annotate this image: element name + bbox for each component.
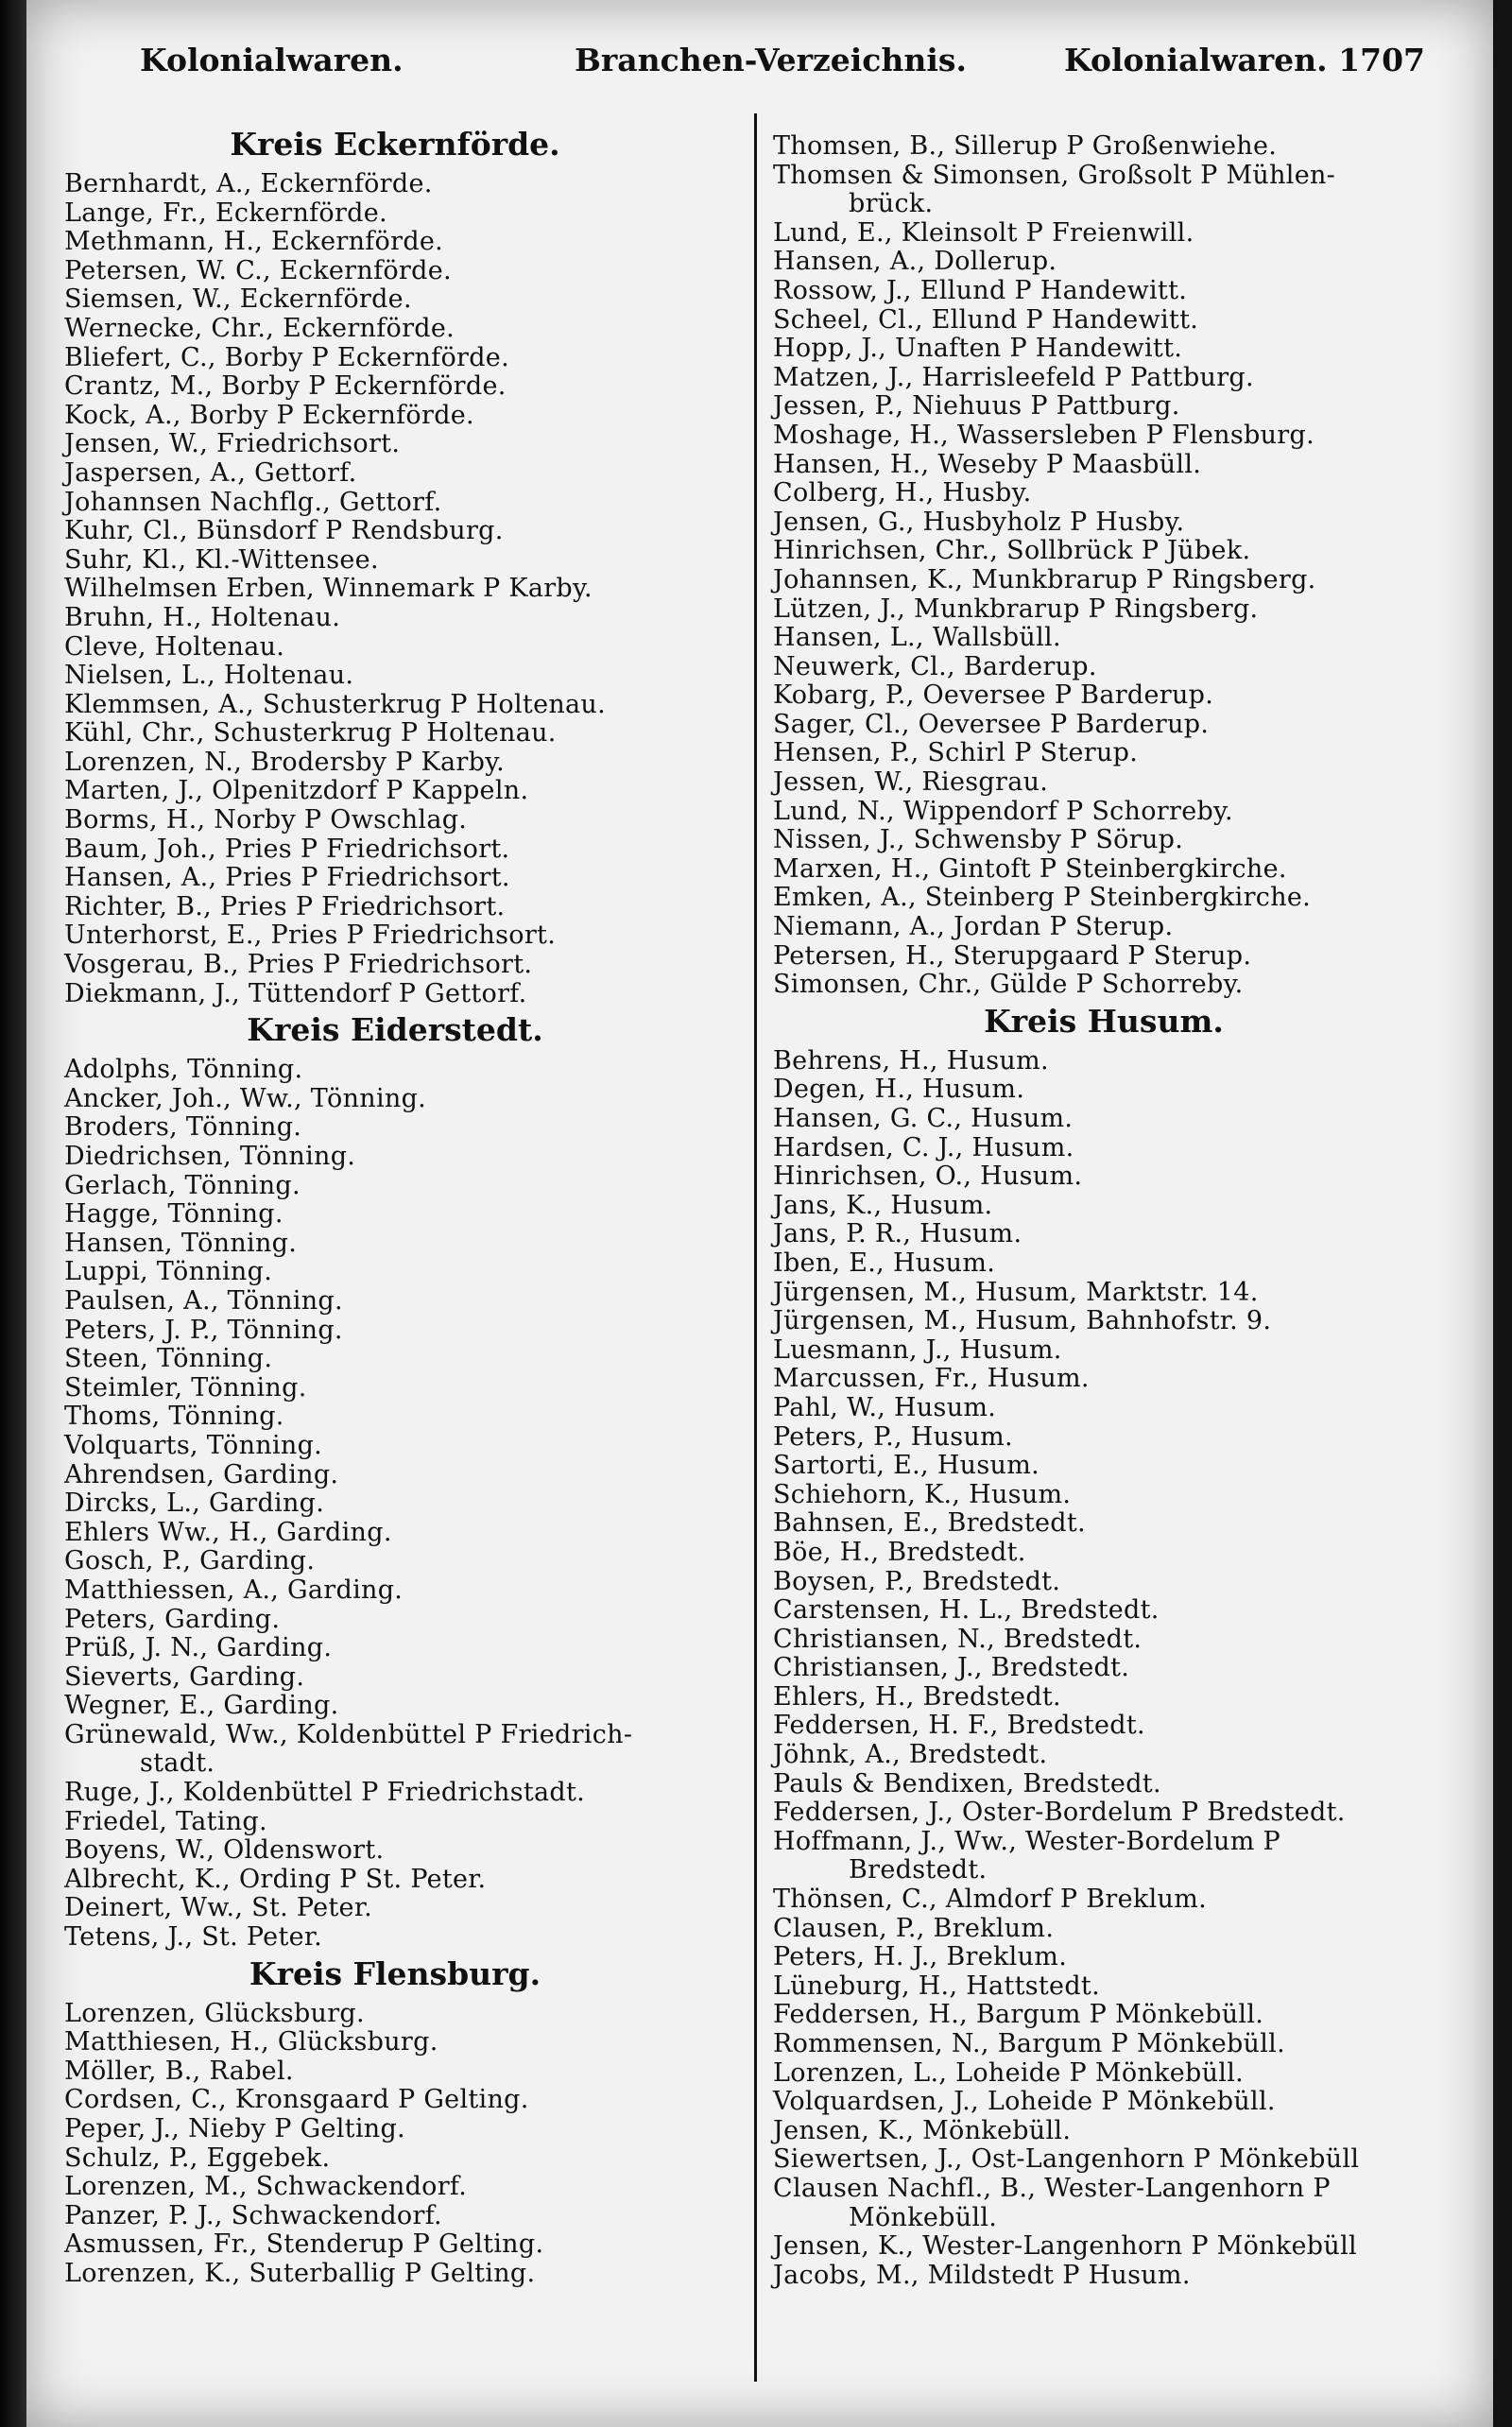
directory-entry: Möller, B., Rabel. (64, 2056, 294, 2086)
scan-edge (0, 0, 26, 2427)
directory-entry: Steen, Tönning. (64, 1344, 273, 1374)
directory-entry: Friedel, Tating. (64, 1806, 267, 1836)
directory-entry: Lund, N., Wippendorf P Schorreby. (773, 796, 1233, 826)
entry-text: Clausen Nachfl., B., Wester-Langenhorn P (773, 2173, 1331, 2203)
directory-entry: Lorenzen, Glücksburg. (64, 1998, 365, 2028)
directory-entry: Lorenzen, N., Brodersby P Karby. (64, 747, 506, 777)
section-title: Kreis Eiderstedt. (247, 1011, 543, 1049)
right-column (773, 123, 1435, 2290)
page-header (140, 42, 1425, 93)
directory-entry: Hansen, Tönning. (64, 1228, 298, 1258)
directory-entry: Carstensen, H. L., Bredstedt. (773, 1595, 1160, 1626)
directory-entry: Hardsen, C. J., Husum. (773, 1132, 1074, 1162)
directory-entry: Unterhorst, E., Pries P Friedrichsort. (64, 921, 557, 951)
directory-entry: Bahnsen, E., Bredstedt. (773, 1508, 1086, 1539)
directory-entry: Kühl, Chr., Schusterkrug P Holtenau. (64, 718, 557, 749)
directory-entry: Borms, H., Norby P Owschlag. (64, 805, 468, 835)
directory-entry: Hansen, H., Weseby P Maasbüll. (773, 449, 1202, 479)
entry-continuation: Bredstedt. (849, 1855, 988, 1885)
directory-entry: Matthiesen, H., Glücksburg. (64, 2027, 438, 2057)
directory-entry: Neuwerk, Cl., Barderup. (773, 651, 1097, 681)
section-title: Kreis Eckernförde. (230, 126, 560, 163)
directory-entry: Lange, Fr., Eckernförde. (64, 198, 387, 228)
directory-entry: Crantz, M., Borby P Eckernförde. (64, 371, 507, 402)
directory-entry: Peters, H. J., Breklum. (773, 1942, 1068, 1972)
directory-entry: Peters, Garding. (64, 1604, 281, 1634)
entry-text: Hoffmann, J., Ww., Wester-Bordelum P (773, 1826, 1280, 1856)
directory-entry: Gerlach, Tönning. (64, 1170, 301, 1200)
directory-entry: Johannsen Nachflg., Gettorf. (64, 487, 442, 517)
directory-entry: Sieverts, Garding. (64, 1661, 305, 1692)
directory-entry: Petersen, W. C., Eckernförde. (64, 255, 452, 285)
directory-entry: Simonsen, Chr., Gülde P Schorreby. (773, 970, 1244, 1000)
directory-entry: Hansen, A., Dollerup. (773, 247, 1057, 277)
directory-entry: Siemsen, W., Eckernförde. (64, 284, 412, 315)
directory-entry: Gosch, P., Garding. (64, 1546, 316, 1576)
directory-entry: Nissen, J., Schwensby P Sörup. (773, 825, 1184, 855)
directory-entry: Steimler, Tönning. (64, 1372, 307, 1403)
directory-entry: Prüß, J. N., Garding. (64, 1633, 333, 1663)
directory-entry: Marxen, H., Gintoft P Steinbergkirche. (773, 853, 1287, 884)
directory-entry: Thönsen, C., Almdorf P Breklum. (773, 1885, 1207, 1915)
directory-entry: Hagge, Tönning. (64, 1199, 284, 1230)
entry-continuation: Mönkebüll. (849, 2202, 998, 2232)
section-title: Kreis Flensburg. (249, 1954, 541, 1992)
directory-entry: Jürgensen, M., Husum, Marktstr. 14. (773, 1277, 1259, 1307)
directory-entry: Volquardsen, J., Loheide P Mönkebüll. (773, 2087, 1276, 2117)
directory-entry: Feddersen, H., Bargum P Mönkebüll. (773, 2000, 1264, 2030)
directory-entry: Pahl, W., Husum. (773, 1392, 997, 1422)
directory-entry: Bliefert, C., Borby P Eckernförde. (64, 342, 509, 372)
directory-entry: Methmann, H., Eckernförde. (64, 227, 444, 257)
directory-entry: Böe, H., Bredstedt. (773, 1537, 1026, 1567)
directory-entry: Peters, J. P., Tönning. (64, 1315, 343, 1345)
directory-entry: Tetens, J., St. Peter. (64, 1922, 323, 1953)
directory-entry: Diekmann, J., Tüttendorf P Gettorf. (64, 978, 527, 1008)
directory-entry: Dircks, L., Garding. (64, 1489, 325, 1519)
directory-entry: Christiansen, J., Bredstedt. (773, 1653, 1130, 1683)
directory-entry: Luesmann, J., Husum. (773, 1334, 1062, 1365)
directory-entry: Feddersen, J., Oster-Bordelum P Bredstedt. (773, 1798, 1346, 1828)
directory-entry: Peters, P., Husum. (773, 1421, 1013, 1452)
directory-entry: Feddersen, H. F., Bredstedt. (773, 1711, 1145, 1741)
header-center: Branchen-Verzeichnis. (575, 42, 967, 78)
directory-entry (773, 1828, 1435, 1885)
directory-entry: Albrecht, K., Ording P St. Peter. (64, 1864, 487, 1894)
directory-entry: Jessen, P., Niehuus P Pattburg. (773, 391, 1180, 422)
directory-entry: Degen, H., Husum. (773, 1075, 1025, 1105)
directory-entry: Hinrichsen, Chr., Sollbrück P Jübek. (773, 536, 1251, 566)
directory-entry: Wernecke, Chr., Eckernförde. (64, 313, 455, 343)
directory-entry: Christiansen, N., Bredstedt. (773, 1624, 1143, 1654)
directory-entry: Cleve, Holtenau. (64, 631, 285, 662)
directory-entry: Jessen, W., Riesgrau. (773, 767, 1049, 798)
directory-entry: Ahrendsen, Garding. (64, 1459, 339, 1489)
directory-entry: Suhr, Kl., Kl.-Wittensee. (64, 544, 379, 575)
directory-entry: Thomsen, B., Sillerup P Großenwiehe. (773, 131, 1278, 161)
directory-entry: Iben, E., Husum. (773, 1248, 996, 1278)
directory-entry: Niemann, A., Jordan P Sterup. (773, 912, 1174, 942)
directory-entry: Hansen, G. C., Husum. (773, 1104, 1074, 1133)
directory-entry: Hensen, P., Schirl P Sterup. (773, 738, 1139, 768)
directory-entry: Jensen, G., Husbyholz P Husby. (773, 507, 1185, 537)
directory-entry: Peper, J., Nieby P Gelting. (64, 2114, 405, 2143)
directory-entry: Kuhr, Cl., Bünsdorf P Rendsburg. (64, 516, 504, 546)
directory-entry: Lund, E., Kleinsolt P Freienwill. (773, 217, 1194, 248)
directory-entry: Volquarts, Tönning. (64, 1430, 323, 1460)
directory-entry: Schulz, P., Eggebek. (64, 2143, 331, 2173)
directory-entry: Deinert, Ww., St. Peter. (64, 1893, 372, 1923)
directory-entry: Cordsen, C., Kronsgaard P Gelting. (64, 2085, 529, 2115)
directory-entry: Klemmsen, A., Schusterkrug P Holtenau. (64, 689, 607, 719)
directory-entry (773, 2175, 1435, 2232)
directory-entry: Scheel, Cl., Ellund P Handewitt. (773, 304, 1199, 335)
directory-entry: Sager, Cl., Oeversee P Barderup. (773, 709, 1210, 739)
directory-entry: Lützen, J., Munkbrarup P Ringsberg. (773, 594, 1259, 624)
directory-entry: Wilhelmsen Erben, Winnemark P Karby. (64, 574, 593, 604)
directory-entry: Petersen, H., Sterupgaard P Sterup. (773, 940, 1252, 971)
directory-entry: Jaspersen, A., Gettorf. (64, 457, 357, 488)
directory-entry: Lorenzen, M., Schwackendorf. (64, 2172, 468, 2202)
directory-entry: Siewertsen, J., Ost-Langenhorn P Mönkebüll (773, 2144, 1360, 2175)
directory-entry: Matthiessen, A., Garding. (64, 1575, 404, 1605)
directory-entry: Baum, Joh., Pries P Friedrichsort. (64, 834, 510, 864)
directory-entry: Bernhardt, A., Eckernförde. (64, 169, 433, 198)
directory-entry: Kock, A., Borby P Eckernförde. (64, 400, 474, 430)
directory-entry: Broders, Tönning. (64, 1112, 302, 1143)
directory-entry: Lorenzen, L., Loheide P Mönkebüll. (773, 2057, 1245, 2088)
directory-entry: Marten, J., Olpenitzdorf P Kappeln. (64, 776, 529, 806)
directory-entry: Rommensen, N., Bargum P Mönkebüll. (773, 2029, 1285, 2058)
left-column (64, 123, 726, 2289)
directory-entry: Marcussen, Fr., Husum. (773, 1364, 1090, 1394)
directory-entry: Jürgensen, M., Husum, Bahnhofstr. 9. (773, 1306, 1272, 1336)
directory-entry: Jacobs, M., Mildstedt P Husum. (773, 2260, 1191, 2290)
directory-entry: Ehlers Ww., H., Garding. (64, 1517, 392, 1547)
directory-entry: Adolphs, Tönning. (64, 1055, 303, 1085)
directory-entry: Hansen, A., Pries P Friedrichsort. (64, 863, 510, 893)
directory-entry: Jensen, K., Mönkebüll. (773, 2115, 1072, 2145)
directory-entry: Boysen, P., Bredstedt. (773, 1566, 1061, 1596)
directory-entry: Jensen, K., Wester-Langenhorn P Mönkebüll (773, 2231, 1357, 2262)
directory-entry: Kobarg, P., Oeversee P Barderup. (773, 680, 1214, 711)
directory-entry (64, 1721, 726, 1779)
column-divider (754, 113, 757, 2382)
directory-entry: Emken, A., Steinberg P Steinbergkirche. (773, 883, 1312, 913)
directory-entry: Ehlers, H., Bredstedt. (773, 1681, 1061, 1712)
entry-text: Grünewald, Ww., Koldenbüttel P Friedrich- (64, 1719, 633, 1749)
directory-entry: Lorenzen, K., Suterballig P Gelting. (64, 2258, 536, 2288)
directory-entry: Luppi, Tönning. (64, 1257, 273, 1287)
directory-entry: Johannsen, K., Munkbrarup P Ringsberg. (773, 564, 1316, 594)
directory-entry: Clausen, P., Breklum. (773, 1913, 1055, 1943)
directory-entry: Paulsen, A., Tönning. (64, 1285, 343, 1316)
directory-entry: Wegner, E., Garding. (64, 1691, 339, 1721)
directory-entry: Diedrichsen, Tönning. (64, 1142, 356, 1171)
directory-entry: Behrens, H., Husum. (773, 1045, 1049, 1076)
directory-entry: Rossow, J., Ellund P Handewitt. (773, 275, 1188, 305)
directory-entry: Richter, B., Pries P Friedrichsort. (64, 891, 506, 921)
directory-entry: Pauls & Bendixen, Bredstedt. (773, 1768, 1161, 1799)
directory-entry: Matzen, J., Harrisleefeld P Pattburg. (773, 362, 1254, 392)
directory-entry: Bruhn, H., Holtenau. (64, 602, 341, 632)
directory-entry: Moshage, H., Wassersleben P Flensburg. (773, 420, 1314, 450)
directory-entry: Ancker, Joh., Ww., Tönning. (64, 1083, 427, 1113)
directory-entry (773, 162, 1435, 219)
directory-entry: Hinrichsen, O., Husum. (773, 1162, 1083, 1192)
directory-entry: Hopp, J., Unaften P Handewitt. (773, 334, 1183, 364)
directory-entry: Panzer, P. J., Schwackendorf. (64, 2200, 442, 2230)
header-right: Kolonialwaren. 1707 (1064, 42, 1425, 78)
section-title: Kreis Husum. (984, 1002, 1224, 1040)
directory-entry: Jans, P. R., Husum. (773, 1219, 1022, 1249)
directory-entry: Jensen, W., Friedrichsort. (64, 429, 401, 459)
entry-text: Thomsen & Simonsen, Großsolt P Mühlen- (773, 160, 1336, 190)
header-left: Kolonialwaren. (140, 42, 404, 78)
directory-entry: Lüneburg, H., Hattstedt. (773, 1971, 1100, 2001)
directory-entry: Jans, K., Husum. (773, 1190, 993, 1220)
directory-entry: Boyens, W., Oldenswort. (64, 1835, 385, 1866)
directory-entry: Jöhnk, A., Bredstedt. (773, 1740, 1048, 1770)
directory-entry: Asmussen, Fr., Stenderup P Gelting. (64, 2229, 544, 2260)
directory-entry: Vosgerau, B., Pries P Friedrichsort. (64, 950, 533, 980)
directory-entry: Schiehorn, K., Husum. (773, 1479, 1072, 1509)
directory-entry: Ruge, J., Koldenbüttel P Friedrichstadt. (64, 1778, 586, 1808)
directory-page (26, 0, 1493, 2427)
directory-entry: Sartorti, E., Husum. (773, 1451, 1040, 1481)
directory-entry: Hansen, L., Wallsbüll. (773, 623, 1061, 653)
entry-continuation: brück. (849, 189, 934, 219)
directory-entry: Nielsen, L., Holtenau. (64, 661, 354, 691)
directory-entry: Thoms, Tönning. (64, 1402, 284, 1432)
directory-entry: Colberg, H., Husby. (773, 478, 1032, 508)
entry-continuation: stadt. (140, 1748, 215, 1779)
